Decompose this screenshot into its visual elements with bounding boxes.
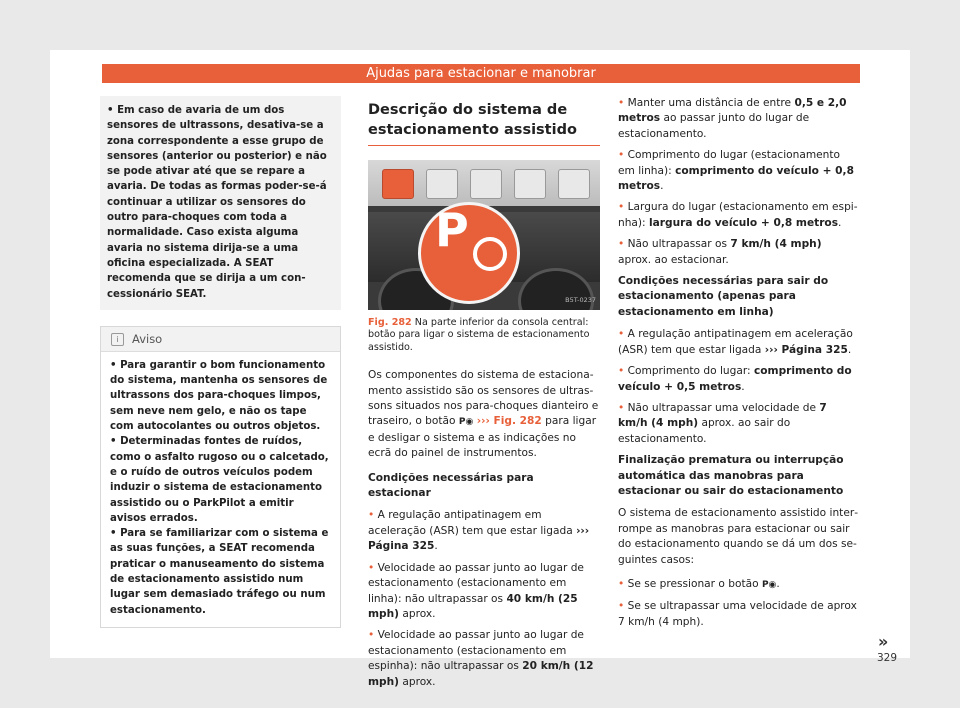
list-text: Comprimento do lugar (estacionamento em linha): (618, 149, 841, 177)
subheading-exit: Condições necessárias para sair do estacionamento (apenas para estacionamento em linha) (618, 275, 829, 318)
column-left (100, 96, 341, 628)
list-item: • A regulação antipatinagem em aceleração (ASR) tem que estar ligada ››› Página 325. (368, 509, 590, 553)
notice-title: Aviso (132, 331, 163, 346)
page-number: 329 (877, 652, 898, 664)
list-text: Velocidade ao passar junto ao lugar de estacionamento (estacionamento em linha): não ultrapassar os (368, 561, 584, 605)
page-reference[interactable]: ››› Página 325 (764, 343, 848, 356)
park-assist-button (382, 169, 414, 199)
list-text: aprox. ao sair do estacionamento. (618, 417, 791, 445)
subheading-park: Condições necessárias para estacionar (368, 471, 534, 500)
list-text: A regulação antipatinagem em aceleração (ASR) tem que estar ligada (618, 328, 853, 356)
warning-text: Em caso de avaria de um dos sensores de ultrassons, desativa-se a zona correspondente a esse grupo de sensores (anterior ou posterior) e não se pode ativar até que se repare a avaria. De todas as formas poder-se-á continuar a utilizar os sensores do outro para-choques com toda a normalidade. Caso exista alguma avaria no sistema dirija-se a uma oficina especializada. A SEAT recomenda que se dirija a um concessionário SEAT. (107, 105, 327, 300)
list-bold: 0,5 e 2,0 metros (618, 97, 847, 125)
list-text: Velocidade ao passar junto ao lugar de estacionamento (estacionamento em espinha): não ultrapassar os (368, 629, 584, 673)
park-assist-icon: P◉ (761, 579, 777, 590)
figure-code: B5T-0237 (565, 295, 596, 304)
list-text: aprox. ao estacionar. (618, 253, 729, 266)
list-bold: largura do veículo + 0,8 metros (649, 216, 838, 229)
list-bold: comprimento do veículo + 0,5 metros (618, 365, 852, 393)
hazard-button (514, 169, 546, 199)
figure-caption (368, 317, 600, 354)
figure-label: Fig. 282 (368, 317, 412, 328)
list-text: Não ultrapassar uma velocidade de (627, 401, 816, 414)
zoom-bubble (418, 202, 520, 304)
list-text: Manter uma distância de entre (627, 97, 792, 109)
list-item: • A regulação antipatinagem em aceleração (ASR) tem que estar ligada ››› Página 325. (618, 328, 853, 356)
list-text: Se se ultrapassar uma velocidade de aprox 7 km/h (4 mph). (618, 600, 857, 628)
console-button (558, 169, 590, 199)
intro-text: para ligar e desligar o sistema e as indicações no ecrã do painel de instrumentos. (368, 415, 597, 460)
page-header: Ajudas para estacionar e manobrar (102, 64, 860, 83)
list-bold: comprimento do veículo + 0,8 metros (618, 164, 854, 193)
notice-item: • Para garantir o bom funcionamento do sistema, mantenha os sensores de ultrassons dos para-choques limpos, sem neve nem gelo, e não os tape com autocolantes ou outros objetos. (110, 359, 328, 433)
list-text: ao passar junto do lugar de estacionamento. (618, 112, 810, 140)
end-paragraph: O sistema de estacionamento assistido interrompe as manobras para estacionar ou sair do estacionamento quando se dá um dos seguintes casos: (618, 507, 859, 566)
list-text: aprox. (402, 675, 436, 688)
section-title: Descrição do sistema de estacionamento assistido (368, 96, 600, 146)
steering-wheel-icon (473, 237, 507, 271)
warning-box (100, 96, 341, 310)
list-bold: 7 km/h (4 mph) (618, 401, 827, 430)
list-item: • Não ultrapassar os 7 km/h (4 mph) aprox. ao estacionar. (618, 238, 822, 266)
list-item: • Velocidade ao passar junto ao lugar de estacionamento (estacionamento em espinha): não ultrapassar os 20 km/h (12 mph) aprox. (368, 629, 594, 688)
figure-282 (368, 160, 600, 310)
notice-item: • Determinadas fontes de ruídos, como o asfalto rugoso ou o calcetado, e o ruído de outros veículos podem induzir o sistema de estacionamento assistido ou o ParkPilot a emitir avisos errados. (110, 436, 329, 524)
list-text: Comprimento do lugar: (627, 365, 751, 378)
list-bold: 40 km/h (25 mph) (368, 592, 578, 620)
list-item: • Velocidade ao passar junto ao lugar de estacionamento (estacionamento em linha): não ultrapassar os 40 km/h (25 mph) aprox. (368, 561, 584, 620)
list-item: • Se se ultrapassar uma velocidade de aprox 7 km/h (4 mph). (618, 600, 857, 628)
figure-caption-text: Na parte inferior da consola central: botão para ligar o sistema de estacionamento assistido. (368, 317, 590, 353)
column-middle (368, 96, 600, 696)
list-bold: 7 km/h (4 mph) (730, 238, 822, 251)
list-item: • Largura do lugar (estacionamento em espinha): largura do veículo + 0,8 metros. (618, 201, 858, 229)
intro-paragraph (368, 368, 600, 461)
list-text: Se se pressionar o botão (627, 577, 759, 590)
notice-item-text: Para se familiarizar com o sistema e as suas funções, a SEAT recomenda praticar o manuseamento do sistema de estacionamento assistido num lugar sem demasiado tráfego ou num estacionamento. (110, 528, 329, 616)
intro-text: Os componentes do sistema de estacionamento assistido são os sensores de ultrassons situados nos para-choques dianteiro e traseiro, o botão (368, 369, 599, 428)
list-text: aprox. (402, 607, 436, 620)
list-text: Não ultrapassar os (627, 238, 728, 251)
notice-item: • Para se familiarizar com o sistema e as suas funções, a SEAT recomenda praticar o manuseamento do sistema de estacionamento assistido num lugar sem demasiado tráfego ou num estacionamento. (110, 528, 329, 616)
manual-page (50, 50, 910, 688)
notice-body (101, 352, 340, 627)
list-bold: 20 km/h (12 mph) (368, 660, 594, 688)
list-text: Largura do lugar (estacionamento em espinha): (618, 201, 858, 229)
subheading-end: Finalização prematura ou interrupção automática das manobras para estacionar ou sair do estacionamento (618, 454, 844, 497)
continue-marker: » (878, 632, 889, 651)
list-item: • Comprimento do lugar (estacionamento em linha): comprimento do veículo + 0,8 metros. (618, 149, 854, 193)
figure-reference[interactable]: ››› Fig. 282 (476, 415, 542, 428)
bullet: • (107, 105, 114, 116)
list-text: A regulação antipatinagem em aceleração (ASR) tem que estar ligada (368, 509, 573, 537)
notice-header (101, 327, 340, 352)
list-item: • Se se pressionar o botão P◉. (618, 577, 858, 593)
park-letter: P (435, 203, 469, 257)
notice-item-text: Para garantir o bom funcionamento do sistema, mantenha os sensores de ultrassons dos para-choques limpos, sem neve nem gelo, e não os tape com autocolantes ou outros objetos. (110, 359, 328, 433)
console-button (426, 169, 458, 199)
notice-box (100, 326, 341, 628)
column-right (618, 96, 858, 636)
list-item: • Comprimento do lugar: comprimento do veículo + 0,5 metros. (618, 365, 852, 393)
park-assist-icon: P◉ (458, 417, 474, 428)
list-item: • Manter uma distância de entre 0,5 e 2,0 metros ao passar junto do lugar de estacionamento. (618, 97, 847, 140)
page-reference[interactable]: ››› Página 325 (368, 524, 590, 553)
list-item: • Não ultrapassar uma velocidade de 7 km/h (4 mph) aprox. ao sair do estacionamento. (618, 401, 827, 445)
info-icon: i (111, 333, 124, 346)
console-button (470, 169, 502, 199)
notice-item-text: Determinadas fontes de ruídos, como o asfalto rugoso ou o calcetado, e o ruído de outros veículos podem induzir o sistema de estacionamento assistido ou o ParkPilot a emitir avisos errados. (110, 436, 329, 524)
